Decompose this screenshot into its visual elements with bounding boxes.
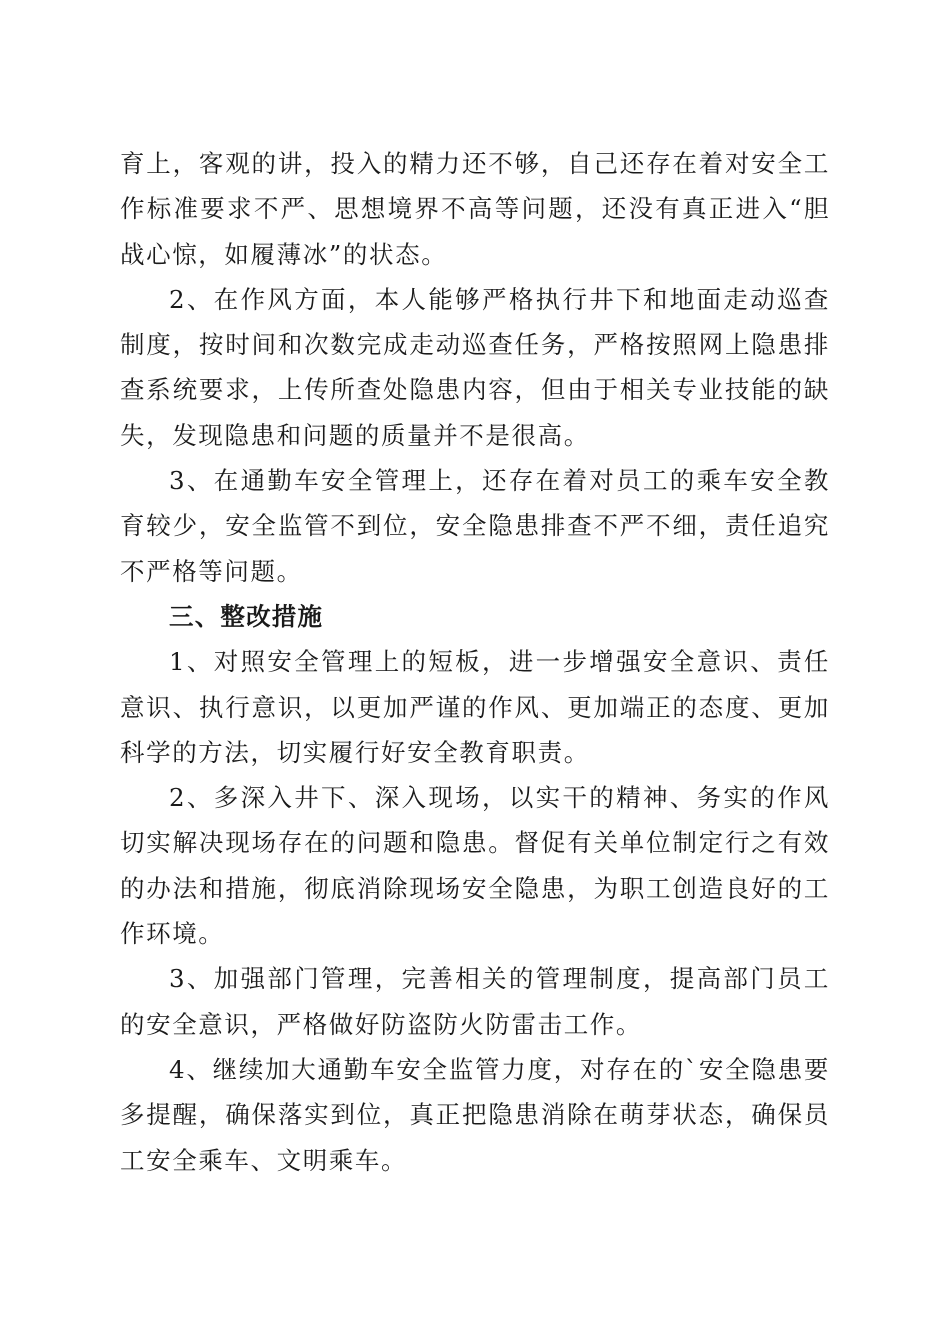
continuation-paragraph: 育上，客观的讲，投入的精力还不够，自己还存在着对安全工作标准要求不严、思想境界不高等问题，还没有真正进入“胆战心惊，如履薄冰”的状态。 <box>120 149 830 269</box>
measure-paragraph-3: 3、加强部门管理，完善相关的管理制度，提高部门员工的安全意识，严格做好防盗防火防雷击工作。 <box>120 964 830 1039</box>
document-body <box>120 141 830 1183</box>
measure-paragraph-4: 4、继续加大通勤车安全监管力度，对存在的`安全隐患要多提醒，确保落实到位，真正把隐患消除在萌芽状态，确保员工安全乘车、文明乘车。 <box>120 1054 830 1175</box>
section-heading: 三、整改措施 <box>169 601 324 631</box>
measure-paragraph-1: 1、对照安全管理上的短板，进一步增强安全意识、责任意识、执行意识，以更加严谨的作风、更加端正的态度、更加科学的方法，切实履行好安全教育职责。 <box>120 647 830 767</box>
measure-paragraph-2: 2、多深入井下、深入现场，以实干的精神、务实的作风切实解决现场存在的问题和隐患。督促有关单位制定行之有效的办法和措施，彻底消除现场安全隐患，为职工创造良好的工作环境。 <box>120 783 830 949</box>
problem-paragraph-2: 2、在作风方面，本人能够严格执行井下和地面走动巡查制度，按时间和次数完成走动巡查任务，严格按照网上隐患排查系统要求，上传所查处隐患内容，但由于相关专业技能的缺失，发现隐患和问题的质量并不是很高。 <box>120 284 830 450</box>
problem-paragraph-3: 3、在通勤车安全管理上，还存在着对员工的乘车安全教育较少，安全监管不到位，安全隐患排查不严不细，责任追究不严格等问题。 <box>120 466 830 586</box>
